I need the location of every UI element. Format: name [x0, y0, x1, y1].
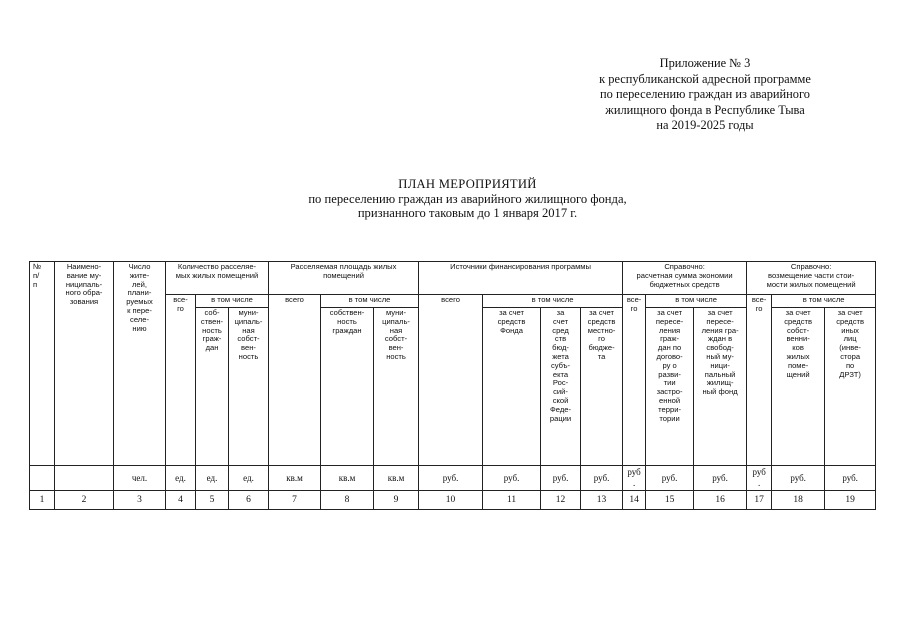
unit-cell: руб. — [694, 466, 747, 491]
appendix-line: к республиканской адресной программе — [599, 71, 811, 86]
header-area: Расселяемая площадь жилых помещений — [269, 262, 419, 295]
column-number: 1 — [30, 491, 55, 510]
unit-cell: кв.м — [374, 466, 419, 491]
source-regional-budget: за счет сред ств бюд- жета субъ- екта Рос- сий- ской Феде- рации — [541, 308, 581, 466]
plan-heading — [250, 177, 685, 221]
appendix-header — [540, 56, 870, 134]
header-savings: Справочно: расчетная сумма экономии бюджетных средств — [623, 262, 747, 295]
unit-cell — [30, 466, 55, 491]
unit-cell: ед. — [196, 466, 229, 491]
column-number: 9 — [374, 491, 419, 510]
appendix-line: жилищного фонда в Республике Тыва — [605, 102, 805, 117]
column-number: 8 — [321, 491, 374, 510]
source-fund: за счет средств Фонда — [483, 308, 541, 466]
column-number: 14 — [623, 491, 646, 510]
appendix-line: Приложение № 3 — [659, 56, 751, 70]
qty-including: в том числе — [196, 295, 269, 308]
plan-title: ПЛАН МЕРОПРИЯТИЙ — [398, 177, 537, 191]
compensation-owners: за счет средств собст- венни- ков жилых поме- щений — [772, 308, 825, 466]
header-funding-sources: Источники финансирования программы — [419, 262, 623, 295]
unit-cell: ед. — [166, 466, 196, 491]
column-number: 16 — [694, 491, 747, 510]
column-number: 7 — [269, 491, 321, 510]
area-municipal: муни- ципаль- ная собст- вен- ность — [374, 308, 419, 466]
column-number: 13 — [581, 491, 623, 510]
unit-cell: кв.м — [269, 466, 321, 491]
column-number: 19 — [825, 491, 876, 510]
column-number: 2 — [55, 491, 114, 510]
column-number: 3 — [114, 491, 166, 510]
column-number: 4 — [166, 491, 196, 510]
column-number: 11 — [483, 491, 541, 510]
unit-cell: руб . — [747, 466, 772, 491]
area-including: в том числе — [321, 295, 419, 308]
header-municipality: Наимено- вание му- ниципаль- ного обра- зования — [55, 262, 114, 466]
unit-cell: руб. — [825, 466, 876, 491]
unit-cell: руб. — [419, 466, 483, 491]
header-num: № п/ п — [30, 262, 55, 466]
unit-cell: руб. — [483, 466, 541, 491]
header-residents: Число жите- лей, плани- руемых к пере- селе- нию — [114, 262, 166, 466]
header-compensation: Справочно: возмещение части стои- мости жилых помещений — [747, 262, 876, 295]
unit-cell: руб . — [623, 466, 646, 491]
savings-free-municipal-fund: за счет пересе- ления гра- ждан в свобод- ный му- ници- пальный жилищ- ный фонд — [694, 308, 747, 466]
column-number: 6 — [229, 491, 269, 510]
unit-cell: руб. — [541, 466, 581, 491]
compensation-other-persons: за счет средств иных лиц (инве- стора по ДРЗТ) — [825, 308, 876, 466]
compensation-total: все- го — [747, 295, 772, 466]
qty-citizen-owned: соб- ствен- ность граж- дан — [196, 308, 229, 466]
savings-including: в том числе — [646, 295, 747, 308]
column-number: 18 — [772, 491, 825, 510]
savings-total: все- го — [623, 295, 646, 466]
area-total: всего — [269, 295, 321, 466]
column-number: 17 — [747, 491, 772, 510]
unit-cell: руб. — [772, 466, 825, 491]
qty-municipal: муни- ципаль- ная собст- вен- ность — [229, 308, 269, 466]
compensation-including: в том числе — [772, 295, 876, 308]
savings-development-agreement: за счет пересе- ления граж- дан по догово- ру о разви- тии застро- енной терри- тории — [646, 308, 694, 466]
unit-cell: руб. — [581, 466, 623, 491]
appendix-line: на 2019-2025 годы — [656, 118, 754, 132]
sources-total: всего — [419, 295, 483, 466]
unit-cell: руб. — [646, 466, 694, 491]
sources-including: в том числе — [483, 295, 623, 308]
unit-cell: кв.м — [321, 466, 374, 491]
plan-table — [29, 261, 876, 510]
column-number: 15 — [646, 491, 694, 510]
unit-cell: чел. — [114, 466, 166, 491]
column-number: 10 — [419, 491, 483, 510]
plan-subtitle: признанного таковым до 1 января 2017 г. — [357, 206, 578, 220]
qty-total: все- го — [166, 295, 196, 466]
appendix-line: по переселению граждан из аварийного — [600, 87, 810, 101]
plan-subtitle: по переселению граждан из аварийного жилищного фонда, — [308, 191, 627, 206]
unit-cell — [55, 466, 114, 491]
column-number: 5 — [196, 491, 229, 510]
unit-cell: ед. — [229, 466, 269, 491]
header-premises-count: Количество расселяе- мых жилых помещений — [166, 262, 269, 295]
source-local-budget: за счет средств местно- го бюдже- та — [581, 308, 623, 466]
column-number: 12 — [541, 491, 581, 510]
area-citizen-owned: собствен- ность граждан — [321, 308, 374, 466]
